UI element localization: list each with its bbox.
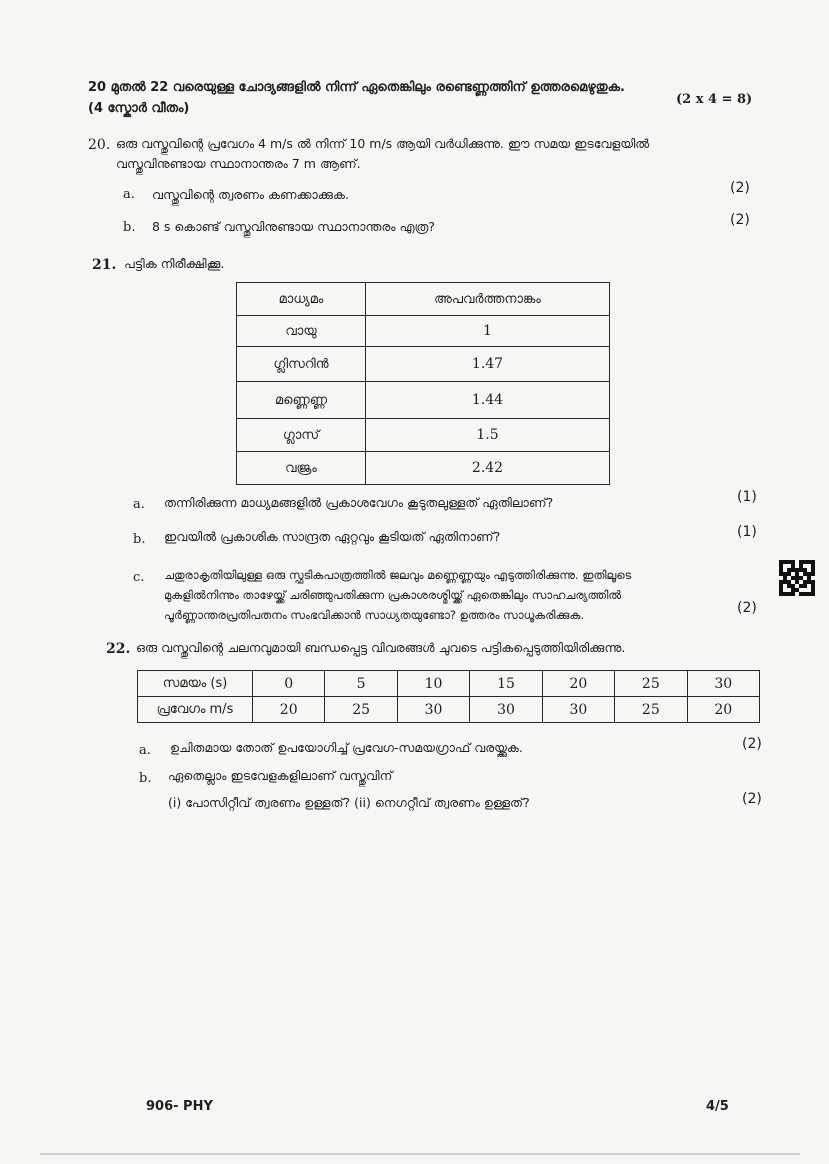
table-row	[237, 452, 610, 485]
q22-part-a-label: a.	[139, 743, 151, 758]
question-22-number: 22.	[106, 641, 131, 657]
time-cell: 15	[470, 671, 542, 697]
medium-cell: വജ്രം	[237, 452, 366, 485]
table-row	[237, 347, 610, 382]
index-cell: 2.42	[366, 452, 610, 485]
q20-part-b-marks: (2)	[730, 212, 750, 228]
medium-cell: ഗ്ലാസ്	[237, 419, 366, 452]
velocity-cell: 20	[687, 697, 759, 723]
q21-part-a-label: a.	[133, 497, 145, 512]
q21-part-b-marks: (1)	[737, 524, 757, 540]
velocity-time-table	[137, 670, 760, 723]
question-20-text-line1: ഒരു വസ്തുവിന്റെ പ്രവേഗം 4 m/s ൽ നിന്ന് 10 m/s ആയി വർധിക്കുന്നു. ഈ സമയ ഇടവേളയിൽ	[116, 136, 650, 151]
question-21-text: പട്ടിക നിരീക്ഷിക്കൂ.	[124, 256, 225, 271]
question-20-text-line2: വസ്തുവിനുണ്ടായ സ്ഥാനാന്തരം 7 m ആണ്.	[116, 156, 361, 171]
medium-cell: മണ്ണെണ്ണ	[237, 382, 366, 419]
q21-part-a-marks: (1)	[737, 489, 757, 505]
q20-part-b-label: b.	[123, 220, 136, 235]
q21-part-c-text-line1: ചതുരാകൃതിയിലുള്ള ഒരു സ്ഫടികപാത്രത്തിൽ ജലവും മണ്ണെണ്ണയും എടുത്തിരിക്കുന്നു. ഇതിലൂടെ	[164, 568, 632, 582]
time-cell: 10	[397, 671, 469, 697]
paper-code: 906- PHY	[146, 1099, 213, 1114]
q22-part-b-marks: (2)	[742, 791, 762, 807]
table-row	[237, 316, 610, 347]
q22-part-b-label: b.	[139, 771, 152, 786]
q21-part-a-text: തന്നിരിക്കുന്ന മാധ്യമങ്ങളിൽ പ്രകാശവേഗം കൂടുതലുള്ളത് ഏതിലാണ്?	[164, 495, 554, 510]
time-row-label: സമയം (s)	[138, 671, 253, 697]
scan-edge-divider	[40, 1153, 800, 1155]
time-cell: 0	[253, 671, 325, 697]
refractive-index-table	[236, 282, 610, 485]
velocity-cell: 25	[325, 697, 397, 723]
q22-part-b-text: ഏതെല്ലാം ഇടവേളകളിലാണ് വസ്തുവിന്	[168, 768, 393, 783]
table-header-refractive-index: അപവർത്തനാങ്കം	[366, 283, 610, 316]
table-header-medium: മാധ്യമം	[237, 283, 366, 316]
qr-code-icon	[779, 560, 815, 596]
index-cell: 1	[366, 316, 610, 347]
q20-part-a-label: a.	[123, 187, 135, 202]
velocity-cell: 20	[253, 697, 325, 723]
q21-part-c-marks: (2)	[737, 600, 757, 616]
section-instruction: 20 മുതൽ 22 വരെയുള്ള ചോദ്യങ്ങളിൽ നിന്ന് ഏതെങ്കിലും രണ്ടെണ്ണത്തിന് ഉത്തരമെഴുതുക.	[88, 80, 625, 95]
score-per-question: (4 സ്കോർ വീതം)	[88, 101, 190, 116]
velocity-cell: 25	[615, 697, 687, 723]
question-21-number: 21.	[92, 257, 117, 273]
q21-part-c-text-line3: പൂർണ്ണാന്തരപ്രതിപതനം സംഭവിക്കാൻ സാധ്യതയുണ്ടോ? ഉത്തരം സാധൂകരിക്കുക.	[164, 608, 585, 622]
table-row	[237, 419, 610, 452]
question-22-text: ഒരു വസ്തുവിന്റെ ചലനവുമായി ബന്ധപ്പെട്ട വിവരങ്ങൾ ചുവടെ പട്ടികപ്പെടുത്തിയിരിക്കുന്നു.	[136, 640, 626, 655]
q21-part-c-text-line2: മുകളിൽനിന്നും താഴേയ്ക്ക് ചരിഞ്ഞുപതിക്കുന്ന പ്രകാശരശ്മിയ്ക്ക് ഏതെങ്കിലും സാഹചര്യത്തിൽ	[164, 588, 622, 602]
velocity-row	[138, 697, 760, 723]
q22-part-a-marks: (2)	[742, 736, 762, 752]
index-cell: 1.44	[366, 382, 610, 419]
index-cell: 1.5	[366, 419, 610, 452]
velocity-row-label: പ്രവേഗം m/s	[138, 697, 253, 723]
time-cell: 20	[542, 671, 614, 697]
medium-cell: ഗ്ലിസറിൻ	[237, 347, 366, 382]
index-cell: 1.47	[366, 347, 610, 382]
q21-part-c-label: c.	[133, 570, 145, 585]
section-marks: (2 x 4 = 8)	[676, 92, 753, 107]
velocity-cell: 30	[470, 697, 542, 723]
time-row	[138, 671, 760, 697]
velocity-cell: 30	[542, 697, 614, 723]
q21-part-b-label: b.	[133, 532, 146, 547]
q20-part-b-text: 8 s കൊണ്ട് വസ്തുവിനുണ്ടായ സ്ഥാനാന്തരം എത്ര?	[152, 219, 436, 234]
q22-part-a-text: ഉചിതമായ തോത് ഉപയോഗിച്ച് പ്രവേഗ-സമയഗ്രാഫ് വരയ്ക്കുക.	[170, 740, 523, 755]
medium-cell: വായു	[237, 316, 366, 347]
page-number: 4/5	[706, 1099, 729, 1114]
question-20-number: 20.	[88, 137, 111, 153]
q20-part-a-marks: (2)	[730, 180, 750, 196]
q21-part-b-text: ഇവയിൽ പ്രകാശിക സാന്ദ്രത ഏറ്റവും കൂടിയത് ഏതിനാണ്?	[164, 529, 501, 544]
time-cell: 30	[687, 671, 759, 697]
q22-part-b-subparts: (i) പോസിറ്റീവ് ത്വരണം ഉള്ളത്? (ii) നെഗറ്റീവ് ത്വരണം ഉള്ളത്?	[168, 795, 530, 810]
q20-part-a-text: വസ്തുവിന്റെ ത്വരണം കണക്കാക്കുക.	[152, 187, 349, 202]
velocity-cell: 30	[397, 697, 469, 723]
table-row	[237, 382, 610, 419]
time-cell: 25	[615, 671, 687, 697]
time-cell: 5	[325, 671, 397, 697]
